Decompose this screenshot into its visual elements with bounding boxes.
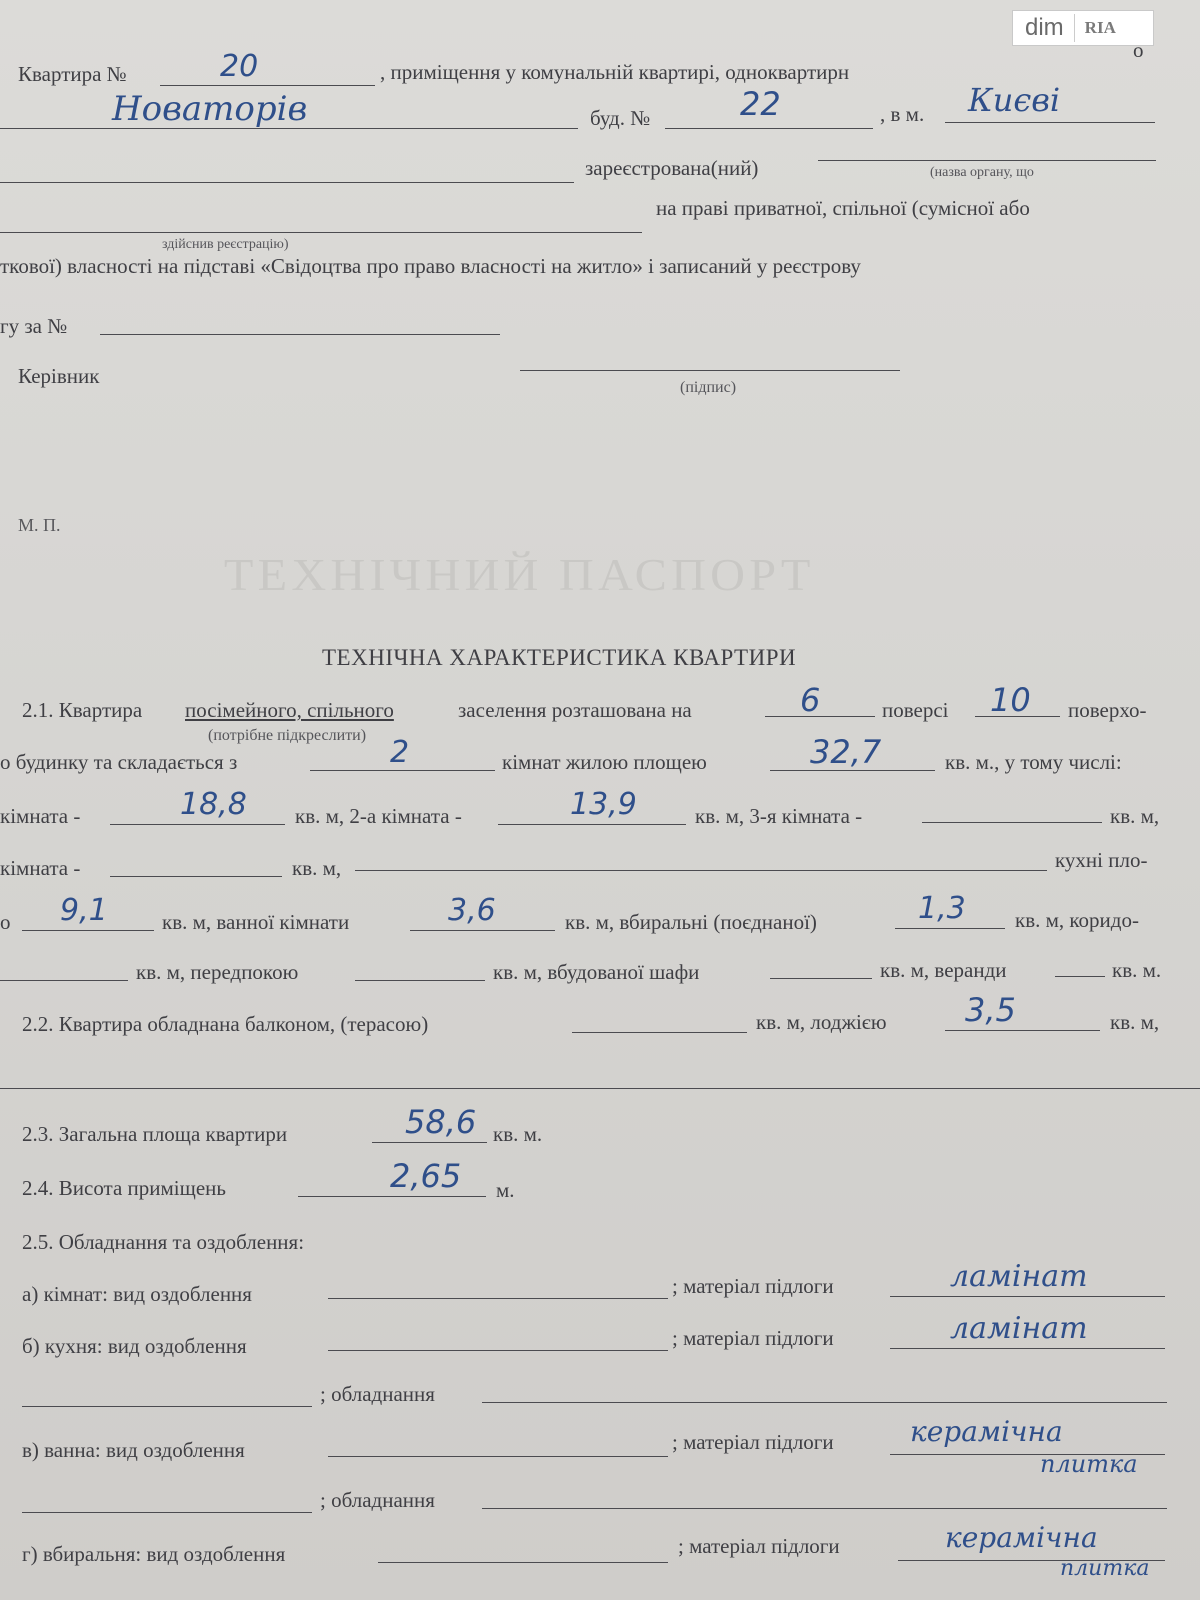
corridor-line	[0, 980, 128, 981]
s21-line2-start: о будинку та складається з	[0, 750, 238, 774]
kitchen-handwritten: 9,1	[60, 893, 108, 928]
watermark-ria-text: RIA	[1084, 18, 1116, 37]
rooms-handwritten: 2	[390, 735, 410, 770]
s21-line2-end: кв. м., у тому числі:	[945, 750, 1122, 774]
height-unit: м.	[496, 1178, 515, 1202]
floor-handwritten: 6	[800, 681, 821, 719]
s24-label: 2.4. Висота приміщень	[22, 1176, 226, 1200]
rooms-line	[310, 770, 495, 771]
apt-label: Квартира №	[18, 62, 127, 86]
section-title: ТЕХНІЧНА ХАРАКТЕРИСТИКА КВАРТИРИ	[322, 645, 797, 670]
floor-line	[765, 716, 875, 717]
bath-label: кв. м, ванної кімнати	[162, 910, 350, 934]
room4-unit: кв. м,	[292, 856, 342, 880]
room3-label: кв. м, 3-я кімната -	[695, 804, 863, 828]
veranda-label: кв. м, веранди	[880, 958, 1007, 982]
s25-label: 2.5. Обладнання та оздоблення:	[22, 1230, 305, 1254]
room2-label: кв. м, 2-а кімната -	[295, 804, 462, 828]
s21-line1-mid: заселення розташована на	[458, 698, 692, 722]
bath-finish-label: в) ванна: вид оздоблення	[22, 1438, 245, 1462]
balcony-line	[572, 1032, 747, 1033]
floors-total-handwritten: 10	[990, 681, 1031, 719]
watermark-dim-text: dim	[1013, 14, 1075, 42]
registered-org-line	[818, 160, 1156, 161]
kitchen-floor-label: ; матеріал підлоги	[672, 1326, 834, 1350]
veranda-unit: кв. м.	[1112, 958, 1162, 982]
kitchen-equip-label: ; обладнання	[320, 1382, 435, 1406]
underline-hint: (потрібне підкреслити)	[208, 727, 367, 744]
apt-type-text: , приміщення у комунальній квартирі, одноквартирн	[380, 60, 850, 84]
room3-unit: кв. м,	[1110, 804, 1160, 828]
city-handwritten: Києві	[968, 81, 1061, 119]
registered-blank-line	[0, 182, 574, 183]
bath-equip-blank-line	[22, 1512, 312, 1513]
signature-line	[520, 370, 900, 371]
room1-label: кімната -	[0, 804, 81, 828]
toilet-handwritten: 1,3	[918, 891, 966, 926]
kitchen-equip-blank-line	[22, 1406, 312, 1407]
total-area-line	[372, 1142, 487, 1143]
signature-hint: (підпис)	[680, 379, 737, 396]
room2-handwritten: 13,9	[570, 787, 637, 822]
bath-handwritten: 3,6	[448, 893, 496, 928]
loggia-handwritten: 3,5	[965, 991, 1016, 1029]
building-no-handwritten: 22	[740, 85, 781, 123]
toilet-floor-label: ; матеріал підлоги	[678, 1534, 840, 1558]
org-name-line	[0, 232, 642, 233]
s22-full-line	[0, 1088, 1200, 1089]
total-area-handwritten: 58,6	[405, 1103, 477, 1141]
loggia-unit: кв. м,	[1110, 1010, 1160, 1034]
rooms-finish-line	[328, 1298, 668, 1299]
city-line	[945, 122, 1155, 123]
height-handwritten: 2,65	[390, 1157, 462, 1195]
kitchen-equip-line	[482, 1402, 1167, 1403]
kitchen-area-label: кухні пло-	[1055, 848, 1148, 872]
kitchen-prefix: о	[0, 910, 11, 934]
bath-finish-line	[328, 1456, 668, 1457]
kitchen-line	[22, 930, 154, 931]
room2-line	[498, 824, 686, 825]
s23-label: 2.3. Загальна площа квартири	[22, 1122, 288, 1146]
veranda-line	[1055, 976, 1105, 977]
bath-line	[410, 930, 555, 931]
bath-floor-handwritten: керамічна	[910, 1415, 1063, 1448]
bath-floor-handwritten-2: плитка	[1040, 1450, 1138, 1478]
rooms-finish-label: а) кімнат: вид оздоблення	[22, 1282, 252, 1306]
right-label: на праві приватної, спільної (сумісної або	[656, 196, 1030, 220]
floor-label: поверсі	[882, 698, 949, 722]
building-label: буд. №	[590, 106, 651, 130]
kitchen-finish-label: б) кухня: вид оздоблення	[22, 1334, 247, 1358]
street-handwritten: Новаторів	[112, 89, 308, 129]
height-line	[298, 1196, 486, 1197]
toilet-floor-handwritten: керамічна	[945, 1521, 1098, 1554]
rooms-floor-line	[890, 1296, 1165, 1297]
bath-floor-label: ; матеріал підлоги	[672, 1430, 834, 1454]
room4-line	[110, 876, 282, 877]
stamp-label: М. П.	[18, 515, 61, 535]
rooms-floor-label: ; матеріал підлоги	[672, 1274, 834, 1298]
bleed-through-title: ТЕХНІЧНИЙ ПАСПОРТ	[223, 549, 815, 600]
s21-line1-start: 2.1. Квартира	[22, 698, 143, 722]
hallway-line	[355, 980, 485, 981]
floors-label: поверхо-	[1068, 698, 1147, 722]
bath-equip-line	[482, 1508, 1167, 1509]
city-label: , в м.	[880, 102, 925, 126]
room3-line	[922, 822, 1102, 823]
ownership-text: ткової) власності на підставі «Свідоцтва про право власності на житло» і записаний у реєстрову	[0, 254, 861, 278]
book-line	[100, 334, 500, 335]
toilet-line	[895, 928, 1005, 929]
head-label: Керівник	[18, 364, 100, 388]
kitchen-floor-handwritten: ламінат	[950, 1311, 1088, 1346]
kitchen-floor-line	[890, 1348, 1165, 1349]
loggia-line	[945, 1030, 1100, 1031]
registration-hint: здійснив реєстрацію)	[162, 237, 289, 252]
s21-line2-mid: кімнат жилою площею	[502, 750, 707, 774]
apt-no-handwritten: 20	[220, 49, 259, 84]
hallway-label: кв. м, передпокою	[136, 960, 299, 984]
toilet-finish-label: г) вбиральня: вид оздоблення	[22, 1542, 286, 1566]
kitchen-finish-line	[328, 1350, 668, 1351]
bath-equip-label: ; обладнання	[320, 1488, 435, 1512]
living-area-handwritten: 32,7	[810, 733, 882, 771]
apt-type-tail: о	[1133, 38, 1144, 62]
s22-label: 2.2. Квартира обладнана балконом, (терасою)	[22, 1012, 429, 1036]
loggia-label: кв. м, лоджією	[756, 1010, 887, 1034]
s21-occupancy-type: посімейного, спільного	[185, 698, 394, 722]
rooms-floor-handwritten: ламінат	[950, 1259, 1088, 1294]
room1-line	[110, 824, 285, 825]
closet-label: кв. м, вбудованої шафи	[493, 960, 700, 984]
apt-no-line	[160, 85, 375, 86]
toilet-label: кв. м, вбиральні (поєднаної)	[565, 910, 817, 934]
toilet-floor-handwritten-2: плитка	[1060, 1556, 1150, 1581]
room1-handwritten: 18,8	[180, 787, 247, 822]
toilet-finish-line	[378, 1562, 668, 1563]
book-label: гу за №	[0, 314, 68, 338]
corridor-label: кв. м, коридо-	[1015, 908, 1139, 932]
org-hint: (назва органу, що	[930, 165, 1034, 180]
total-area-unit: кв. м.	[493, 1122, 543, 1146]
closet-line	[770, 978, 872, 979]
kitchen-blank-line	[355, 870, 1047, 871]
building-no-line	[665, 128, 873, 129]
room4-label: кімната -	[0, 856, 81, 880]
registered-label: зареєстрована(ний)	[585, 156, 759, 180]
